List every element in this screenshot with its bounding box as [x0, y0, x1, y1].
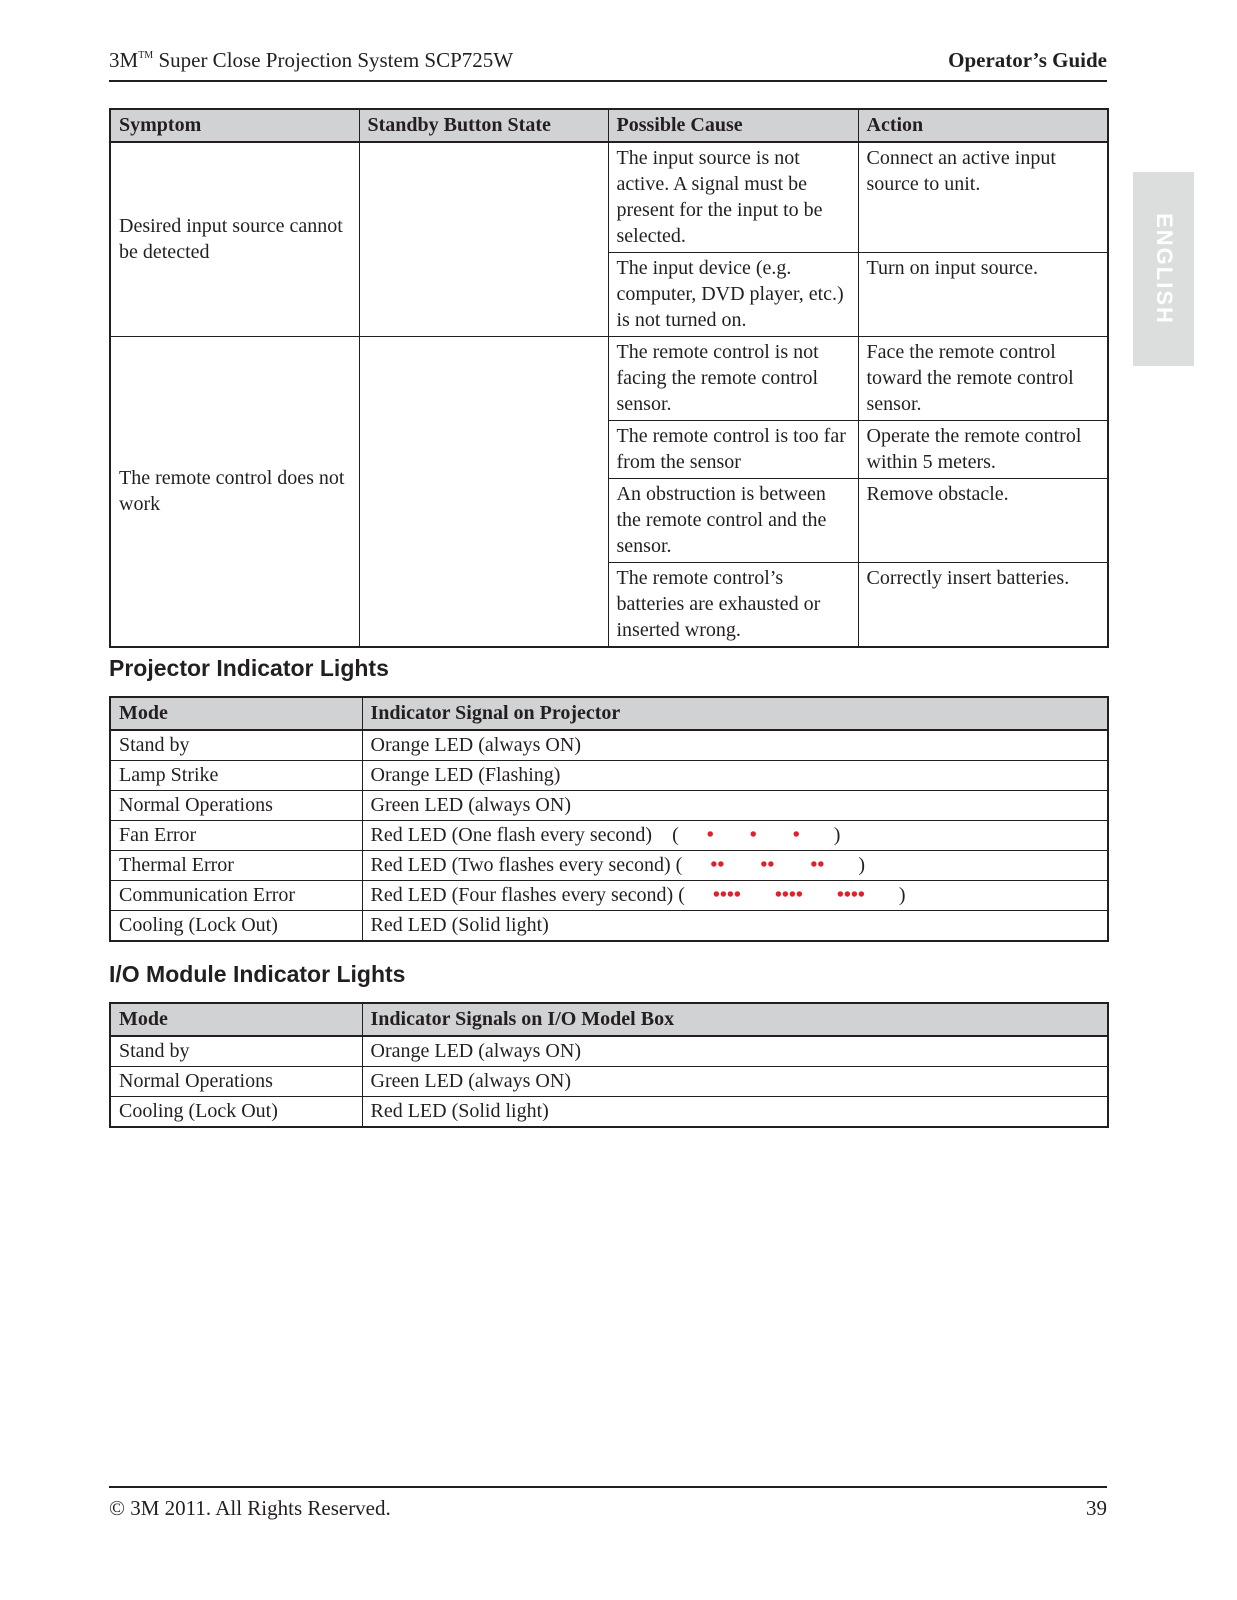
- table-header-row: [110, 1003, 1108, 1036]
- column-header: Mode: [110, 697, 362, 730]
- signal-cell: Red LED (Solid light): [362, 911, 1108, 942]
- cause-cell: The remote control is too far from the sensor: [608, 421, 858, 479]
- table-row: [110, 911, 1108, 942]
- signal-cell: Red LED (Solid light): [362, 1097, 1108, 1128]
- mode-cell: Fan Error: [110, 821, 362, 851]
- signal-cell: Orange LED (always ON): [362, 730, 1108, 761]
- signal-cell: Green LED (always ON): [362, 1067, 1108, 1097]
- column-header: Symptom: [110, 109, 359, 142]
- language-tab-label: ENGLISH: [1151, 213, 1177, 325]
- signal-text: Red LED (One flash every second): [370, 824, 653, 846]
- cause-cell: The input source is not active. A signal must be present for the input to be selected.: [608, 142, 858, 253]
- pattern-close-paren: ): [898, 884, 906, 906]
- cause-cell: An obstruction is between the remote control and the sensor.: [608, 479, 858, 563]
- standby-state-cell: [359, 142, 608, 337]
- section-heading: I/O Module Indicator Lights: [109, 961, 406, 987]
- mode-cell: Normal Operations: [110, 1067, 362, 1097]
- flash-pattern-dots: •: [749, 824, 757, 846]
- standby-state-cell: [359, 337, 608, 648]
- projector-indicator-table: [109, 696, 1109, 942]
- guide-title: Operator’s Guide: [948, 48, 1107, 72]
- action-cell: Connect an active input source to unit.: [858, 142, 1108, 253]
- table-header-row: [110, 109, 1108, 142]
- signal-text: Red LED (Four flashes every second): [370, 884, 674, 906]
- document-title: [109, 48, 513, 73]
- signal-cell: Orange LED (Flashing): [362, 761, 1108, 791]
- mode-cell: Lamp Strike: [110, 761, 362, 791]
- pattern-open-paren: (: [673, 884, 685, 906]
- pattern-open-paren: (: [670, 854, 683, 876]
- cause-cell: The remote control’s batteries are exhausted or inserted wrong.: [608, 563, 858, 648]
- section-heading: Projector Indicator Lights: [109, 655, 389, 681]
- mode-cell: Communication Error: [110, 881, 362, 911]
- pattern-close-paren: ): [858, 854, 866, 876]
- table-row: [110, 337, 1108, 421]
- flash-pattern-dots: •: [706, 824, 714, 846]
- pattern-open-paren: (: [652, 824, 679, 846]
- flash-pattern-dots: •: [792, 824, 800, 846]
- mode-cell: Stand by: [110, 1036, 362, 1067]
- io-module-indicator-table: [109, 1002, 1109, 1128]
- action-cell: Turn on input source.: [858, 253, 1108, 337]
- table-row: [110, 1067, 1108, 1097]
- action-cell: Remove obstacle.: [858, 479, 1108, 563]
- flash-pattern-dots: ••: [760, 854, 775, 876]
- column-header: Indicator Signal on Projector: [362, 697, 1108, 730]
- table-row: [110, 791, 1108, 821]
- language-tab: [1133, 172, 1194, 366]
- table-row: [110, 851, 1108, 881]
- flash-pattern-dots: ••: [710, 854, 725, 876]
- mode-cell: Thermal Error: [110, 851, 362, 881]
- page-header: [109, 44, 1107, 82]
- table-row: [110, 1036, 1108, 1067]
- mode-cell: Cooling (Lock Out): [110, 911, 362, 942]
- action-cell: Correctly insert batteries.: [858, 563, 1108, 648]
- flash-pattern-dots: ••••: [712, 884, 741, 906]
- cause-cell: The remote control is not facing the remote control sensor.: [608, 337, 858, 421]
- table-row: [110, 730, 1108, 761]
- action-cell: Operate the remote control within 5 meters.: [858, 421, 1108, 479]
- flash-pattern-dots: ••: [810, 854, 825, 876]
- column-header: Mode: [110, 1003, 362, 1036]
- signal-text: Red LED (Two flashes every second): [370, 854, 671, 876]
- signal-cell: [362, 881, 1108, 911]
- page-footer: [109, 1486, 1107, 1528]
- cause-cell: The input device (e.g. computer, DVD player, etc.) is not turned on.: [608, 253, 858, 337]
- table-row: [110, 1097, 1108, 1128]
- table-row: [110, 881, 1108, 911]
- mode-cell: Cooling (Lock Out): [110, 1097, 362, 1128]
- pattern-close-paren: ): [833, 824, 841, 846]
- column-header: Possible Cause: [608, 109, 858, 142]
- flash-pattern-dots: ••••: [774, 884, 803, 906]
- signal-cell: [362, 851, 1108, 881]
- signal-cell: Orange LED (always ON): [362, 1036, 1108, 1067]
- troubleshooting-table: [109, 108, 1109, 648]
- mode-cell: Normal Operations: [110, 791, 362, 821]
- column-header: Standby Button State: [359, 109, 608, 142]
- page-number: 39: [1086, 1496, 1107, 1520]
- column-header: Indicator Signals on I/O Model Box: [362, 1003, 1108, 1036]
- action-cell: Face the remote control toward the remote control sensor.: [858, 337, 1108, 421]
- mode-cell: Stand by: [110, 730, 362, 761]
- table-row: [110, 142, 1108, 253]
- signal-cell: Green LED (always ON): [362, 791, 1108, 821]
- symptom-cell: The remote control does not work: [110, 337, 359, 648]
- copyright: © 3M 2011. All Rights Reserved.: [109, 1496, 391, 1520]
- table-row: [110, 761, 1108, 791]
- column-header: Action: [858, 109, 1108, 142]
- trademark-mark: TM: [138, 50, 154, 61]
- product-name: Super Close Projection System SCP725W: [153, 48, 514, 72]
- table-row: [110, 821, 1108, 851]
- symptom-cell: Desired input source cannot be detected: [110, 142, 359, 337]
- flash-pattern-dots: ••••: [836, 884, 865, 906]
- table-header-row: [110, 697, 1108, 730]
- brand: 3M: [109, 48, 139, 72]
- signal-cell: [362, 821, 1108, 851]
